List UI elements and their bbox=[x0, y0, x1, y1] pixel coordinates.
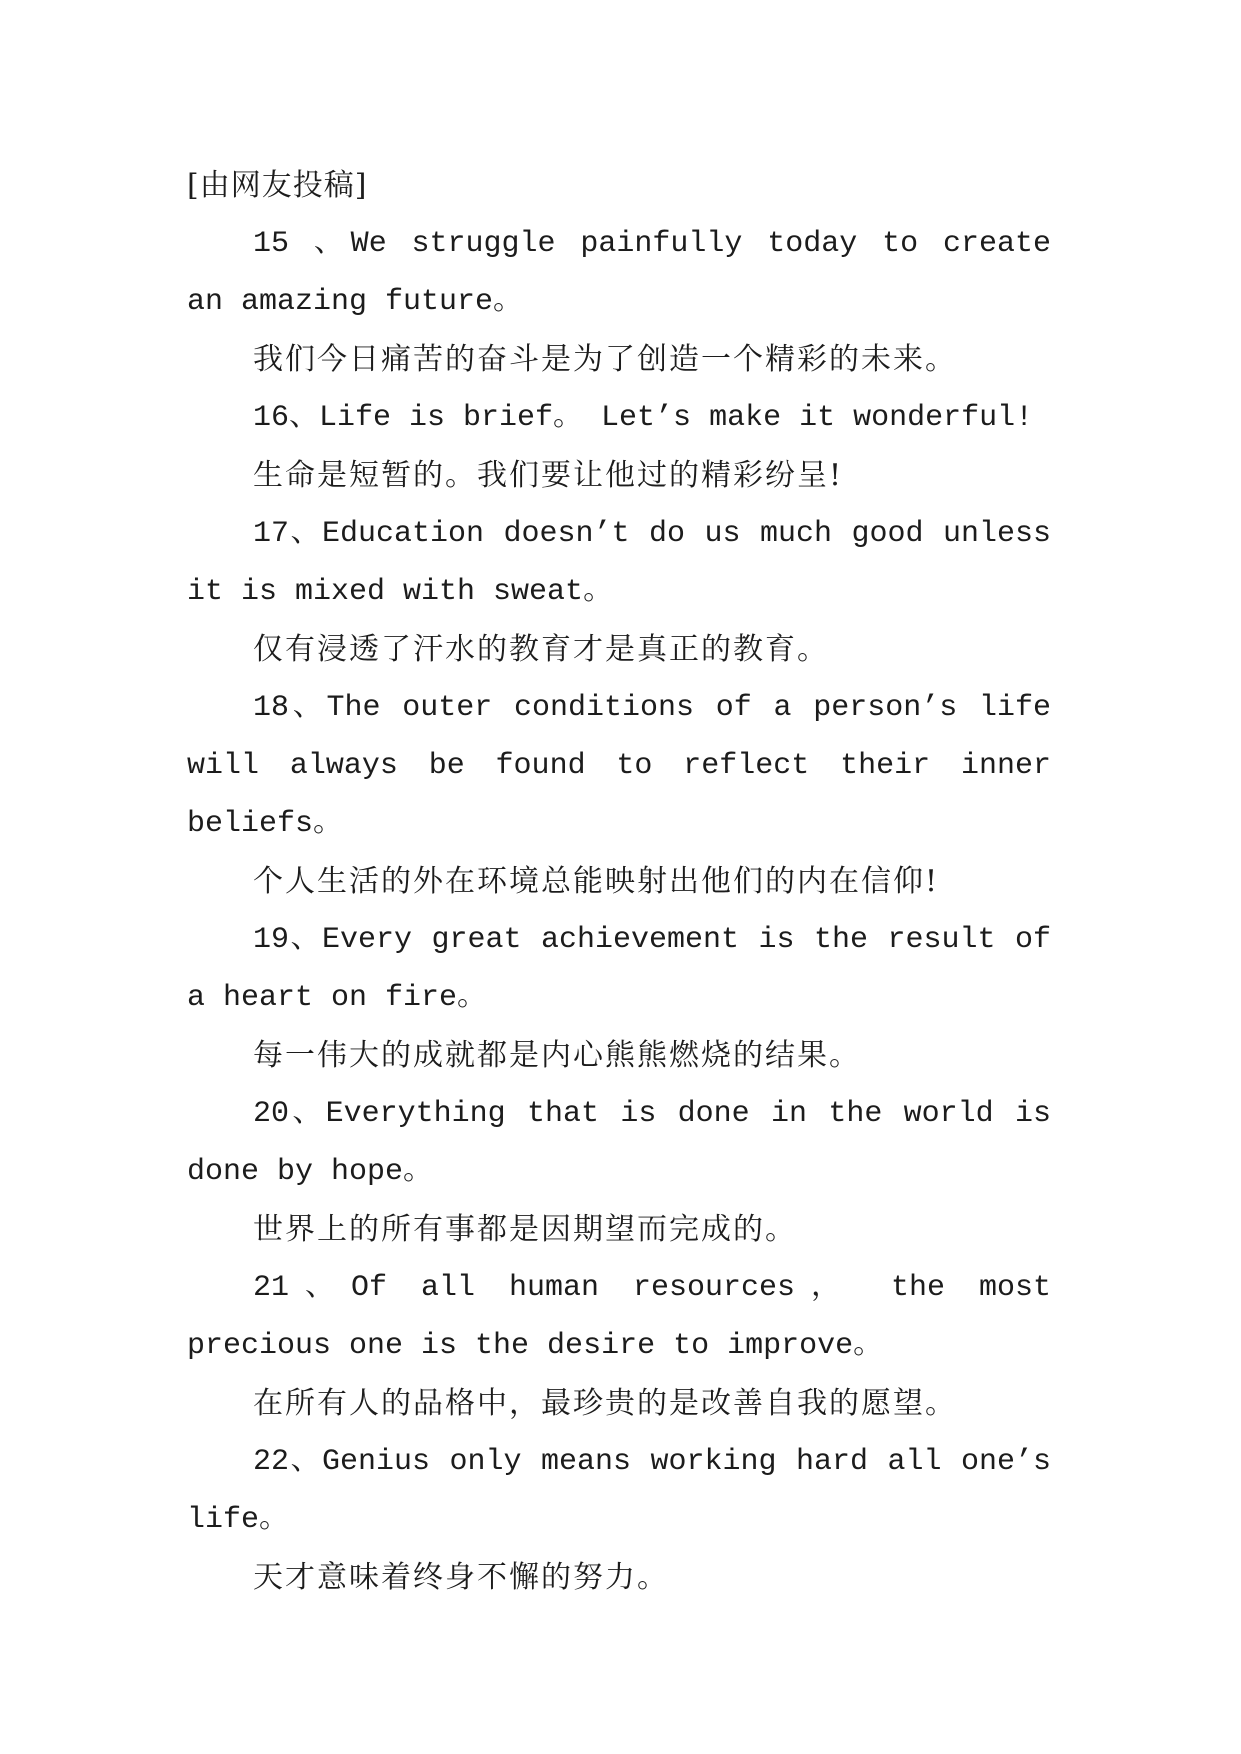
quote-chinese: 天才意味着终身不懈的努力。 bbox=[253, 1560, 669, 1595]
quote-english: 19、Every great achievement is the result of a heart on fire。 bbox=[187, 923, 1051, 1015]
document-body bbox=[187, 157, 1051, 1607]
quote-english: 18、The outer conditions of a person’s life will always be found to reflect their inner beliefs。 bbox=[187, 691, 1051, 841]
quote-chinese: 个人生活的外在环境总能映射出他们的内在信仰! bbox=[253, 864, 940, 899]
quote-english: 21、Of all human resources， the most precious one is the desire to improve。 bbox=[187, 1271, 1051, 1363]
quote-english: 17、Education doesn’t do us much good unless it is mixed with sweat。 bbox=[187, 517, 1051, 609]
quote-chinese: 在所有人的品格中，最珍贵的是改善自我的愿望。 bbox=[253, 1386, 957, 1421]
quote-english: 16、Life is brief。 Let’s make it wonderful! bbox=[253, 401, 1034, 435]
source-tag: [由网友投稿] bbox=[187, 168, 368, 203]
quote-chinese: 我们今日痛苦的奋斗是为了创造一个精彩的未来。 bbox=[253, 342, 957, 377]
quote-chinese: 生命是短暂的。我们要让他过的精彩纷呈! bbox=[253, 458, 844, 493]
quote-english: 15 、We struggle painfully today to create an amazing future。 bbox=[187, 227, 1051, 319]
quote-chinese: 世界上的所有事都是因期望而完成的。 bbox=[253, 1212, 797, 1247]
quote-english: 22、Genius only means working hard all one’s life。 bbox=[187, 1445, 1051, 1537]
quote-chinese: 仅有浸透了汗水的教育才是真正的教育。 bbox=[253, 632, 829, 667]
quote-chinese: 每一伟大的成就都是内心熊熊燃烧的结果。 bbox=[253, 1038, 861, 1073]
quote-english: 20、Everything that is done in the world is done by hope。 bbox=[187, 1097, 1051, 1189]
